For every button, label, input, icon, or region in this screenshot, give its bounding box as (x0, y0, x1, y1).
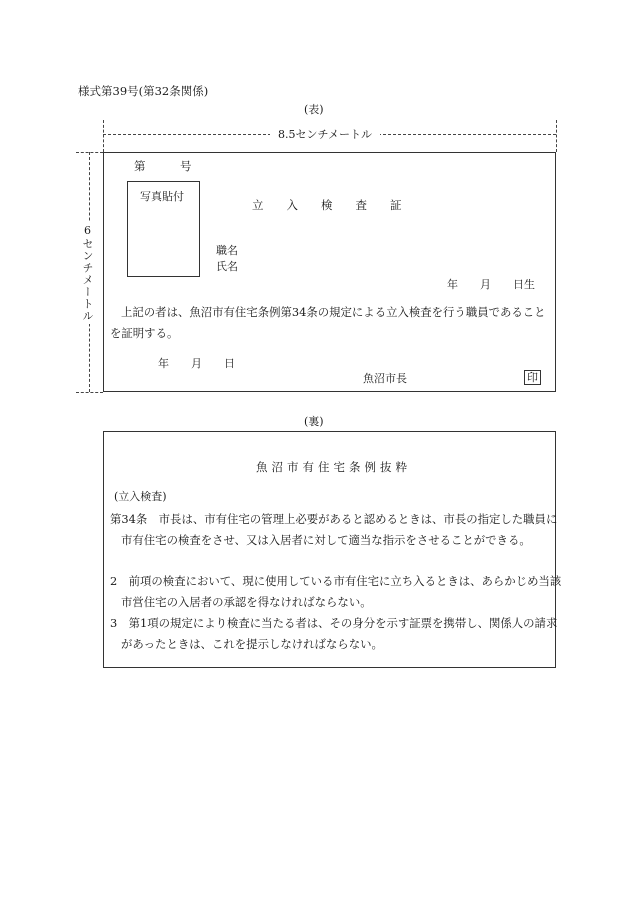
front-side-label: (表) (304, 103, 324, 116)
name-label: 氏名 (216, 260, 238, 273)
width-guide-left-tick (103, 120, 104, 152)
paragraph-3-text: 3 第1項の規定により検査に当たる者は、その身分を示す証票を携帯し、関係人の請求があったときは、これを提示しなければならない。 (110, 616, 558, 651)
job-title-label: 職名 (216, 244, 238, 257)
ordinance-excerpt-title: 魚沼市有住宅条例抜粋 (256, 460, 411, 474)
height-guide-bottom-tick (76, 392, 103, 393)
front-card (103, 152, 556, 392)
width-dimension-label: 8.5センチメートル (270, 129, 380, 140)
card-number-label: 第 号 (134, 159, 192, 173)
back-card (103, 431, 562, 668)
card-title: 立 入 検 査 証 (252, 198, 402, 212)
article-34-text: 第34条 市長は、市有住宅の管理上必要があると認めるときは、市長の指定した職員に市有住宅の検査をさせ、又は入居者に対して適当な指示をさせることができる。 (110, 512, 558, 547)
back-side-label: (裏) (304, 415, 324, 428)
inspection-heading: (立入検査) (114, 490, 167, 503)
paragraph-2-text: 2 前項の検査において、現に使用している市有住宅に立ち入るときは、あらかじめ当該市営住宅の入居者の承認を得なければならない。 (110, 574, 562, 609)
seal-stamp: 印 (524, 370, 541, 385)
height-dimension-label: 6センチメートル (81, 224, 94, 322)
issuer-label: 魚沼市長 (363, 372, 407, 385)
certification-text: 上記の者は、魚沼市有住宅条例第34条の規定による立入検査を行う職員であることを証明する。 (110, 305, 546, 340)
photo-area (127, 181, 200, 277)
issue-date-label: 年 月 日 (158, 357, 235, 370)
birth-date-label: 年 月 日生 (447, 278, 535, 291)
photo-label: 写真貼付 (140, 190, 184, 203)
form-title: 様式第39号(第32条関係) (78, 84, 209, 98)
width-guide-right-tick (556, 120, 557, 152)
